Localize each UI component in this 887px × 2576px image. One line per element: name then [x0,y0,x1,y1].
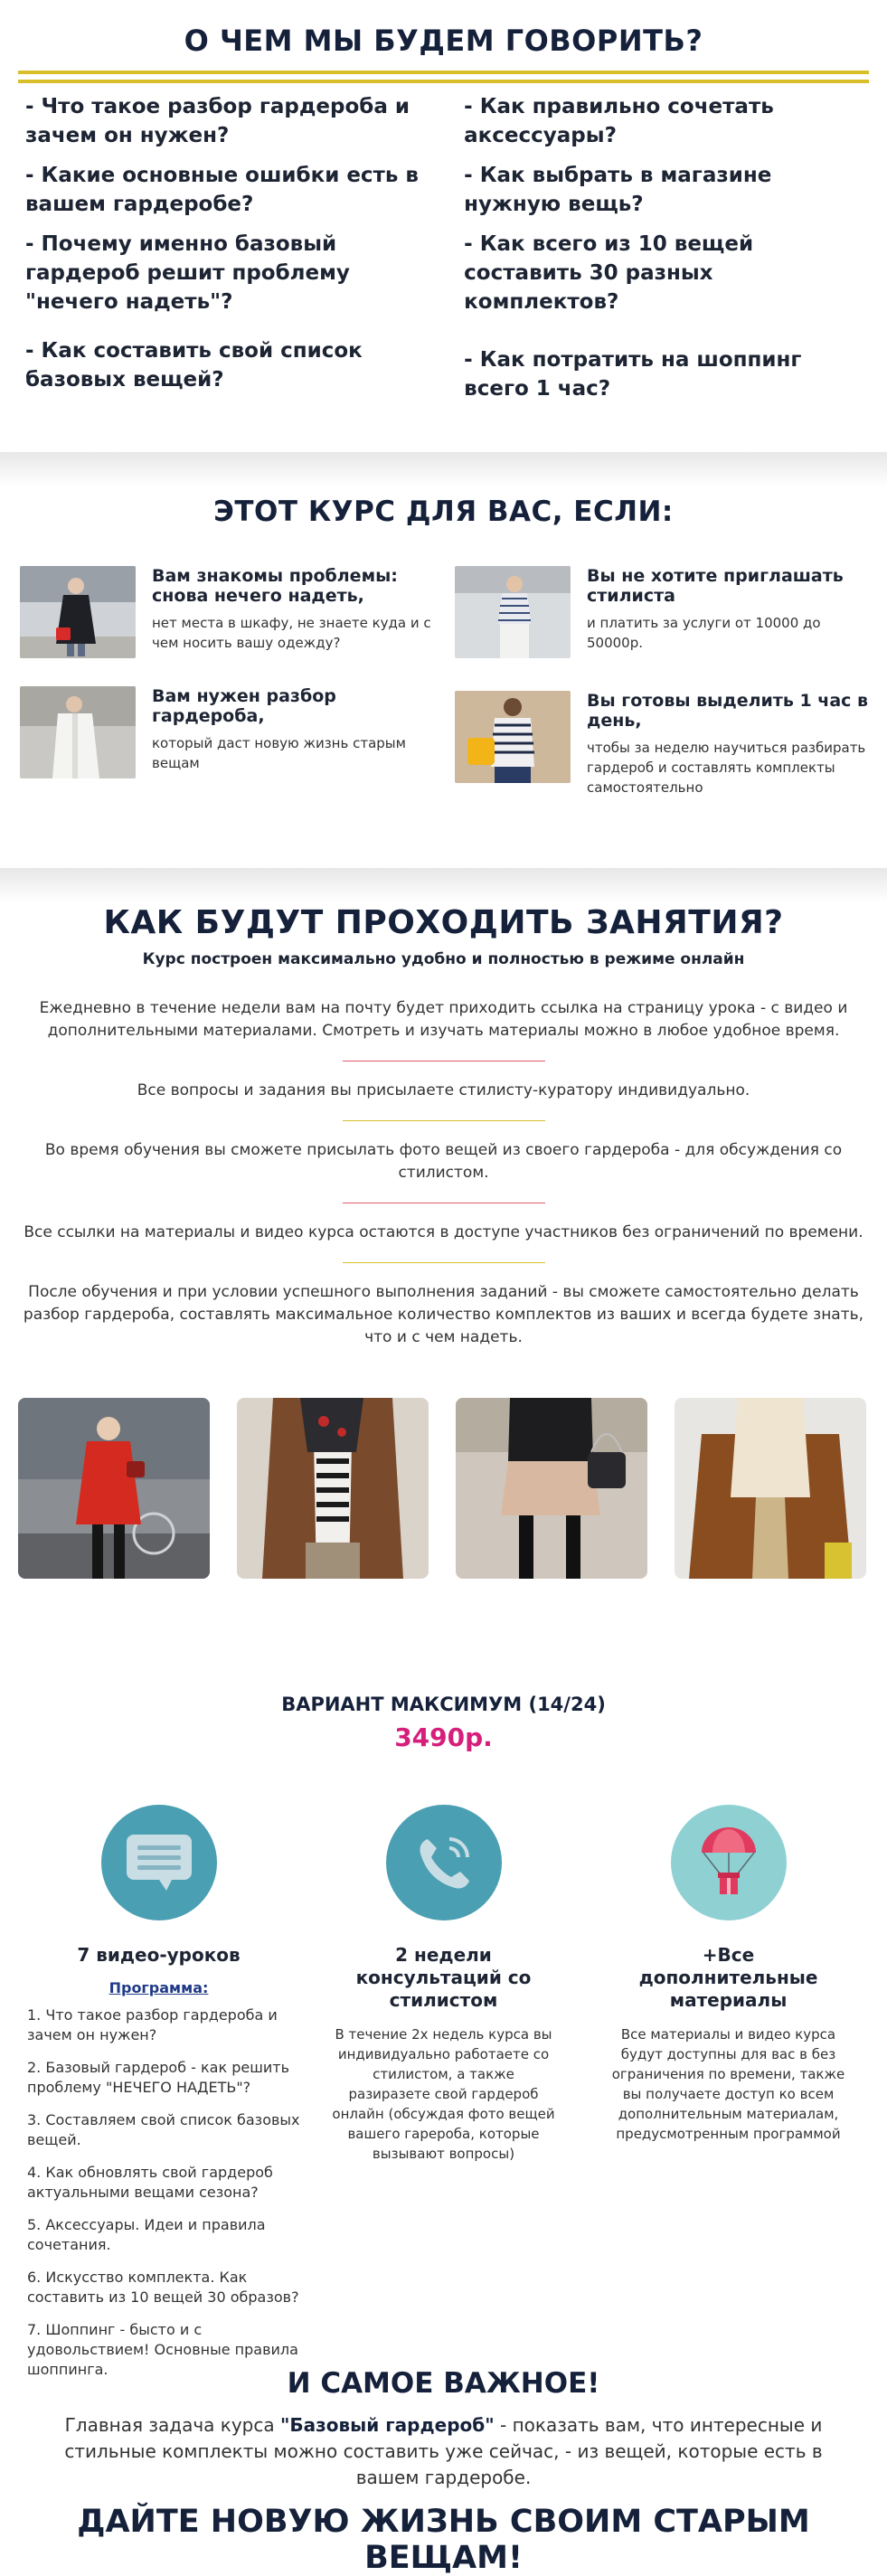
for-whom-item-title: Вам нужен разбор гардероба, [152,686,336,726]
woman-white-coat-photo [20,686,136,778]
topic-item: - Как всего из 10 вещей составить 30 разных комплектов? [464,232,754,314]
feature-title: +Все дополнительные материалы [638,1944,818,2011]
classes-paragraph: Все вопросы и задания вы присылаете стилисту-куратору индивидуально. [137,1081,750,1099]
topic-item: - Что такое разбор гардероба и зачем он нужен? [25,95,410,147]
for-whom-item-desc: чтобы за неделю научиться разбирать гардероб и составлять комплекты самостоятельно [587,740,866,796]
program-item: 7. Шоппинг - бысто и с удовольствием! Основные правила шоппинга. [27,2321,298,2378]
main-cta: ДАЙТЕ НОВУЮ ЖИЗНЬ СВОИМ СТАРЫМ ВЕЩАМ! [77,2504,810,2576]
course-name: "Базовый гардероб" [279,2414,495,2436]
woman-yellow-bag-photo [455,691,571,783]
topic-item: - Как правильно сочетать аксессуары? [464,95,774,147]
gold-separator [343,1120,545,1121]
topics-title: О ЧЕМ МЫ БУДЕМ ГОВОРИТЬ? [184,24,703,58]
topics-left-column [25,92,444,414]
for-whom-item [20,566,436,658]
program-label: Программа: [109,1979,209,1996]
classes-paragraph: После обучения и при условии успешного выполнения заданий - вы сможете самостоятельно делать разбор гардероба, составлять максимальное количество комплектов из ваших и всегда будете знать, что и с чем надеть. [23,1283,864,1346]
tariff-price: 3490р. [394,1722,493,1752]
for-whom-item-desc: и платить за услуги от 10000 до 50000р. [587,615,821,651]
topics-section [0,0,887,452]
program-item: 3. Составляем свой список базовых вещей. [27,2111,300,2148]
classes-title: КАК БУДУТ ПРОХОДИТЬ ЗАНЯТИЯ? [103,904,784,941]
main-text-end: - показать вам, что интересные и стильные комплекты можно составить уже сейчас, - из вещей, которые есть в вашем гардеробе. [64,2414,823,2488]
skirt-bag-outfit-photo [456,1398,647,1579]
for-whom-grid [0,566,887,837]
feature-text: В течение 2х недель курса вы индивидуально работаете со стилистом, а также разиразете свой гардероб онлайн (обсуждая фото вещей вашего гарероба, которые вызывают вопросы) [332,2026,555,2162]
topic-item: - Как составить свой список базовых вещей? [25,339,363,392]
main-text-start: Главная задача курса [64,2414,280,2436]
for-whom-section [0,452,887,868]
main-title: И САМОЕ ВАЖНОЕ! [287,2367,600,2400]
red-coat-outfit-photo [18,1398,210,1579]
classes-paragraph: Все ссылки на материалы и видео курса остаются в доступе участников без ограничений по времени. [24,1223,863,1241]
red-separator [343,1061,545,1062]
chat-bubble-icon [101,1805,217,1920]
topics-right-column [444,92,863,414]
classes-paragraph: Во время обучения вы сможете присылать фото вещей из своего гардероба - для обсуждения со стилистом. [44,1141,843,1182]
main-text [0,2412,887,2491]
gold-separator [343,1262,545,1263]
tariff-section [0,1608,887,2378]
topics-list [0,83,887,414]
program-item: 2. Базовый гардероб - как решить проблему "НЕЧЕГО НАДЕТЬ"? [27,2059,290,2096]
feature-text: Все материалы и видео курса будут доступны для вас в без ограничения по времени, также вы получаете доступ ко всем дополнительным материалам, предусмотренным программой [611,2026,845,2142]
phone-icon [386,1805,502,1920]
gold-divider [18,71,869,83]
topic-item: - Как потратить на шоппинг всего 1 час? [464,348,802,401]
tariff-name: ВАРИАНТ МАКСИМУМ (14/24) [281,1694,606,1715]
for-whom-item [455,691,871,797]
for-whom-item-desc: нет места в шкафу, не знаете куда и с чем носить вашу одежду? [152,615,431,651]
for-whom-item [455,566,871,658]
feature-title: 7 видео-уроков [77,1944,241,1966]
for-whom-item-title: Вы не хотите приглашать стилиста [587,566,844,606]
classes-section [0,868,887,1608]
program-item: 5. Аксессуары. Идеи и правила сочетания. [27,2216,266,2253]
feature-title: 2 недели консультаций со стилистом [355,1944,532,2011]
parachute-gift-icon [671,1805,787,1920]
program-item: 6. Искусство комплекта. Как составить из 10 вещей 30 образов? [27,2269,299,2306]
topic-item: - Как выбрать в магазине нужную вещь? [464,164,772,216]
outfit-photos [0,1398,887,1579]
main-section [0,2293,887,2576]
brown-blazer-outfit-photo [237,1398,429,1579]
scarf-coat-outfit-photo [675,1398,866,1579]
classes-subtitle: Курс построен максимально удобно и полностью в режиме онлайн [142,950,745,968]
program-item: 4. Как обновлять свой гардероб актуальными вещами сезона? [27,2164,273,2201]
topic-item: - Почему именно базовый гардероб решит проблему "нечего надеть"? [25,232,350,314]
for-whom-item-desc: который даст новую жизнь старым вещам [152,735,406,771]
classes-paragraph: Ежедневно в течение недели вам на почту будет приходить ссылка на страницу урока - с видео и дополнительными материалами. Смотреть и изучать материалы можно в любое удобное время. [39,999,848,1040]
for-whom-item-title: Вы готовы выделить 1 час в день, [587,691,869,731]
topic-item: - Какие основные ошибки есть в вашем гардеробе? [25,164,419,216]
for-whom-title: ЭТОТ КУРС ДЛЯ ВАС, ЕСЛИ: [213,495,674,528]
woman-black-coat-photo [20,566,136,658]
program-item: 1. Что такое разбор гардероба и зачем он нужен? [27,2006,278,2043]
for-whom-item [20,686,436,778]
woman-striped-shirt-photo [455,566,571,658]
for-whom-item-title: Вам знакомы проблемы: снова нечего надеть, [152,566,398,606]
